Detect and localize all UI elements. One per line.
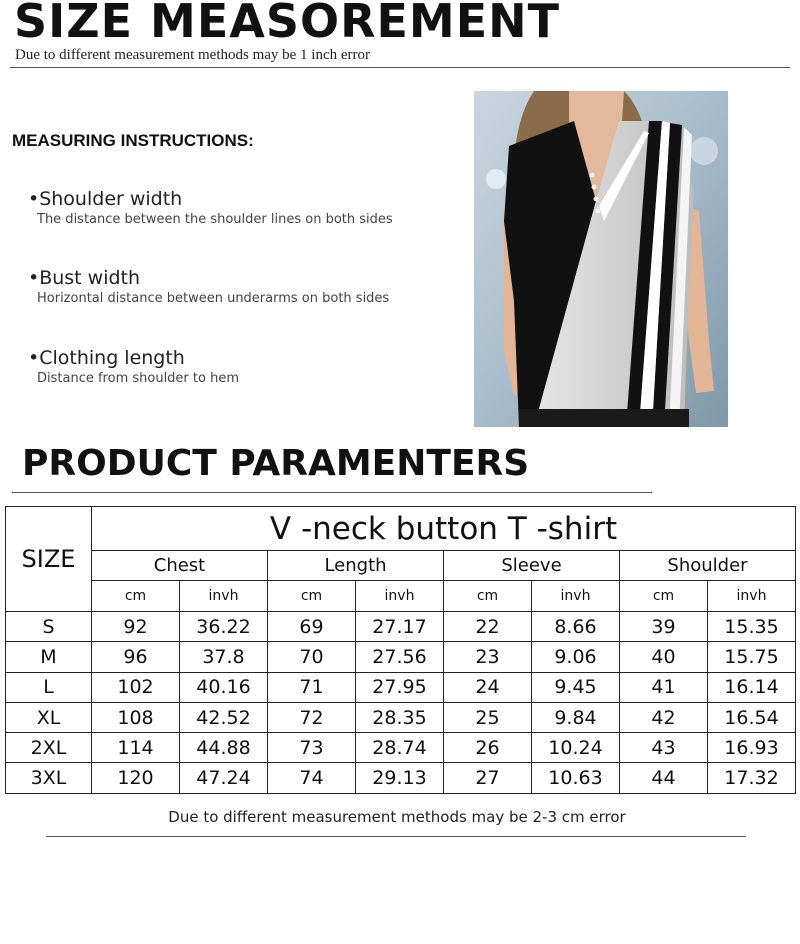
size-cell: L bbox=[6, 672, 92, 702]
table-cell: 28.35 bbox=[356, 702, 444, 732]
page-title: SIZE MEASOREMENT bbox=[14, 0, 560, 48]
table-cell: 36.22 bbox=[180, 612, 268, 642]
group-header-shoulder: Shoulder bbox=[620, 551, 796, 581]
table-cell: 39 bbox=[620, 612, 708, 642]
unit-header: invh bbox=[180, 581, 268, 612]
table-cell: 43 bbox=[620, 733, 708, 763]
table-cell: 70 bbox=[268, 642, 356, 672]
table-cell: 40.16 bbox=[180, 672, 268, 702]
group-header-sleeve: Sleeve bbox=[444, 551, 620, 581]
table-row bbox=[6, 733, 796, 763]
table-cell: 69 bbox=[268, 612, 356, 642]
table-cell: 8.66 bbox=[532, 612, 620, 642]
group-header-length: Length bbox=[268, 551, 444, 581]
table-cell: 26 bbox=[444, 733, 532, 763]
table-cell: 114 bbox=[92, 733, 180, 763]
table-cell: 74 bbox=[268, 763, 356, 793]
table-cell: 72 bbox=[268, 702, 356, 732]
table-cell: 37.8 bbox=[180, 642, 268, 672]
size-table bbox=[5, 506, 796, 794]
table-cell: 24 bbox=[444, 672, 532, 702]
table-cell: 102 bbox=[92, 672, 180, 702]
measure-name: •Bust width bbox=[28, 267, 141, 289]
measure-description: Distance from shoulder to hem bbox=[37, 371, 239, 386]
table-cell: 27.56 bbox=[356, 642, 444, 672]
table-row bbox=[6, 672, 796, 702]
product-name: V -neck button T -shirt bbox=[92, 507, 796, 551]
table-cell: 27.95 bbox=[356, 672, 444, 702]
table-cell: 15.35 bbox=[708, 612, 796, 642]
table-cell: 42.52 bbox=[180, 702, 268, 732]
unit-header: invh bbox=[708, 581, 796, 612]
table-cell: 120 bbox=[92, 763, 180, 793]
unit-header: invh bbox=[356, 581, 444, 612]
table-cell: 23 bbox=[444, 642, 532, 672]
table-cell: 73 bbox=[268, 733, 356, 763]
measure-clothing-length bbox=[28, 347, 239, 386]
table-cell: 9.45 bbox=[532, 672, 620, 702]
table-row bbox=[6, 642, 796, 672]
table-cell: 10.24 bbox=[532, 733, 620, 763]
table-cell: 22 bbox=[444, 612, 532, 642]
table-cell: 15.75 bbox=[708, 642, 796, 672]
size-cell: XL bbox=[6, 702, 92, 732]
table-cell: 92 bbox=[92, 612, 180, 642]
instructions-title: MEASURING INSTRUCTIONS: bbox=[12, 131, 254, 150]
section-title: PRODUCT PARAMENTERS bbox=[22, 443, 530, 484]
size-cell: 3XL bbox=[6, 763, 92, 793]
measure-name: •Shoulder width bbox=[28, 188, 183, 210]
table-cell: 29.13 bbox=[356, 763, 444, 793]
table-cell: 42 bbox=[620, 702, 708, 732]
table-cell: 27 bbox=[444, 763, 532, 793]
unit-header: cm bbox=[620, 581, 708, 612]
table-cell: 25 bbox=[444, 702, 532, 732]
table-cell: 10.63 bbox=[532, 763, 620, 793]
footer-note: Due to different measurement methods may be 2-3 cm error bbox=[168, 808, 626, 826]
table-row bbox=[6, 612, 796, 642]
table-cell: 16.54 bbox=[708, 702, 796, 732]
table-cell: 17.32 bbox=[708, 763, 796, 793]
table-cell: 28.74 bbox=[356, 733, 444, 763]
section-divider bbox=[12, 492, 652, 493]
unit-header: cm bbox=[444, 581, 532, 612]
measure-name: •Clothing length bbox=[28, 347, 185, 369]
product-photo bbox=[474, 91, 728, 427]
table-row bbox=[6, 702, 796, 732]
table-cell: 96 bbox=[92, 642, 180, 672]
footer-divider bbox=[46, 836, 746, 837]
size-cell: S bbox=[6, 612, 92, 642]
unit-header: invh bbox=[532, 581, 620, 612]
table-cell: 44 bbox=[620, 763, 708, 793]
page-subtitle: Due to different measurement methods may be 1 inch error bbox=[15, 47, 371, 63]
table-cell: 108 bbox=[92, 702, 180, 732]
table-cell: 40 bbox=[620, 642, 708, 672]
size-cell: M bbox=[6, 642, 92, 672]
measure-description: The distance between the shoulder lines on both sides bbox=[37, 212, 393, 227]
table-cell: 16.14 bbox=[708, 672, 796, 702]
table-cell: 41 bbox=[620, 672, 708, 702]
measure-description: Horizontal distance between underarms on both sides bbox=[37, 291, 390, 306]
table-cell: 27.17 bbox=[356, 612, 444, 642]
group-header-chest: Chest bbox=[92, 551, 268, 581]
table-cell: 44.88 bbox=[180, 733, 268, 763]
table-row bbox=[6, 763, 796, 793]
unit-header: cm bbox=[92, 581, 180, 612]
table-cell: 16.93 bbox=[708, 733, 796, 763]
unit-header: cm bbox=[268, 581, 356, 612]
measure-bust-width bbox=[28, 267, 389, 306]
size-cell: 2XL bbox=[6, 733, 92, 763]
table-cell: 47.24 bbox=[180, 763, 268, 793]
model-shirt-illustration bbox=[474, 91, 728, 427]
table-cell: 71 bbox=[268, 672, 356, 702]
table-cell: 9.84 bbox=[532, 702, 620, 732]
size-header: SIZE bbox=[6, 507, 92, 612]
measure-shoulder-width bbox=[28, 188, 393, 227]
table-cell: 9.06 bbox=[532, 642, 620, 672]
header-divider bbox=[10, 67, 790, 68]
